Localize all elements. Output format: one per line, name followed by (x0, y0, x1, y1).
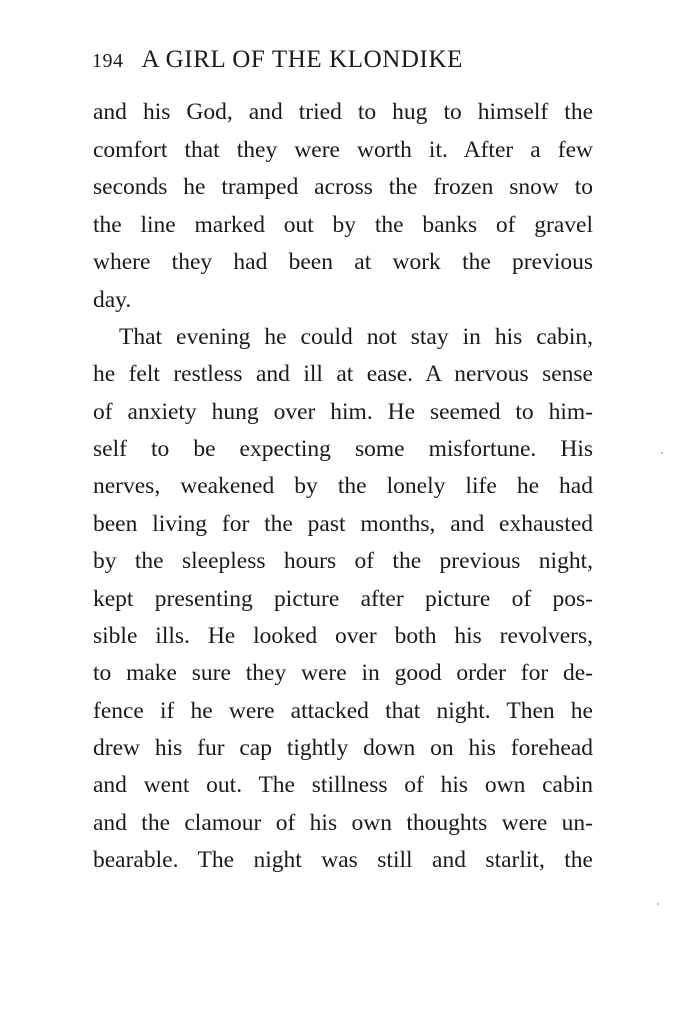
text-line: day. (93, 287, 132, 313)
text-line: nerves, weakened by the lonely life he had (93, 473, 593, 499)
text-line: That evening he could not stay in his cabin, (119, 324, 593, 350)
text-line: to make sure they were in good order for de- (93, 660, 593, 686)
text-line: and his God, and tried to hug to himself the (93, 99, 593, 125)
text-line: and went out. The stillness of his own cabin (93, 772, 593, 798)
text-line: drew his fur cap tightly down on his forehead (93, 735, 593, 761)
text-line: kept presenting picture after picture of pos- (93, 586, 593, 612)
scan-speck (657, 903, 659, 905)
text-line: bearable. The night was still and starlit, the (93, 847, 593, 873)
text-line: seconds he tramped across the frozen snow to (93, 174, 593, 200)
running-head (92, 46, 602, 80)
text-line: self to be expecting some misfortune. His (93, 436, 593, 462)
text-line: and the clamour of his own thoughts were un- (93, 810, 593, 836)
scan-speck (661, 452, 663, 454)
text-line: fence if he were attacked that night. Then he (93, 698, 593, 724)
text-line: comfort that they were worth it. After a few (93, 137, 593, 163)
text-line: sible ills. He looked over both his revolvers, (93, 623, 593, 649)
page-number: 194 (92, 50, 124, 72)
text-line: the line marked out by the banks of gravel (93, 212, 593, 238)
text-line: where they had been at work the previous (93, 249, 593, 275)
text-line: he felt restless and ill at ease. A nervous sense (93, 361, 593, 387)
book-title: A GIRL OF THE KLONDIKE (141, 46, 464, 73)
text-line: been living for the past months, and exhausted (93, 511, 593, 537)
text-line: of anxiety hung over him. He seemed to him- (93, 399, 593, 425)
text-line: by the sleepless hours of the previous night, (93, 548, 593, 574)
